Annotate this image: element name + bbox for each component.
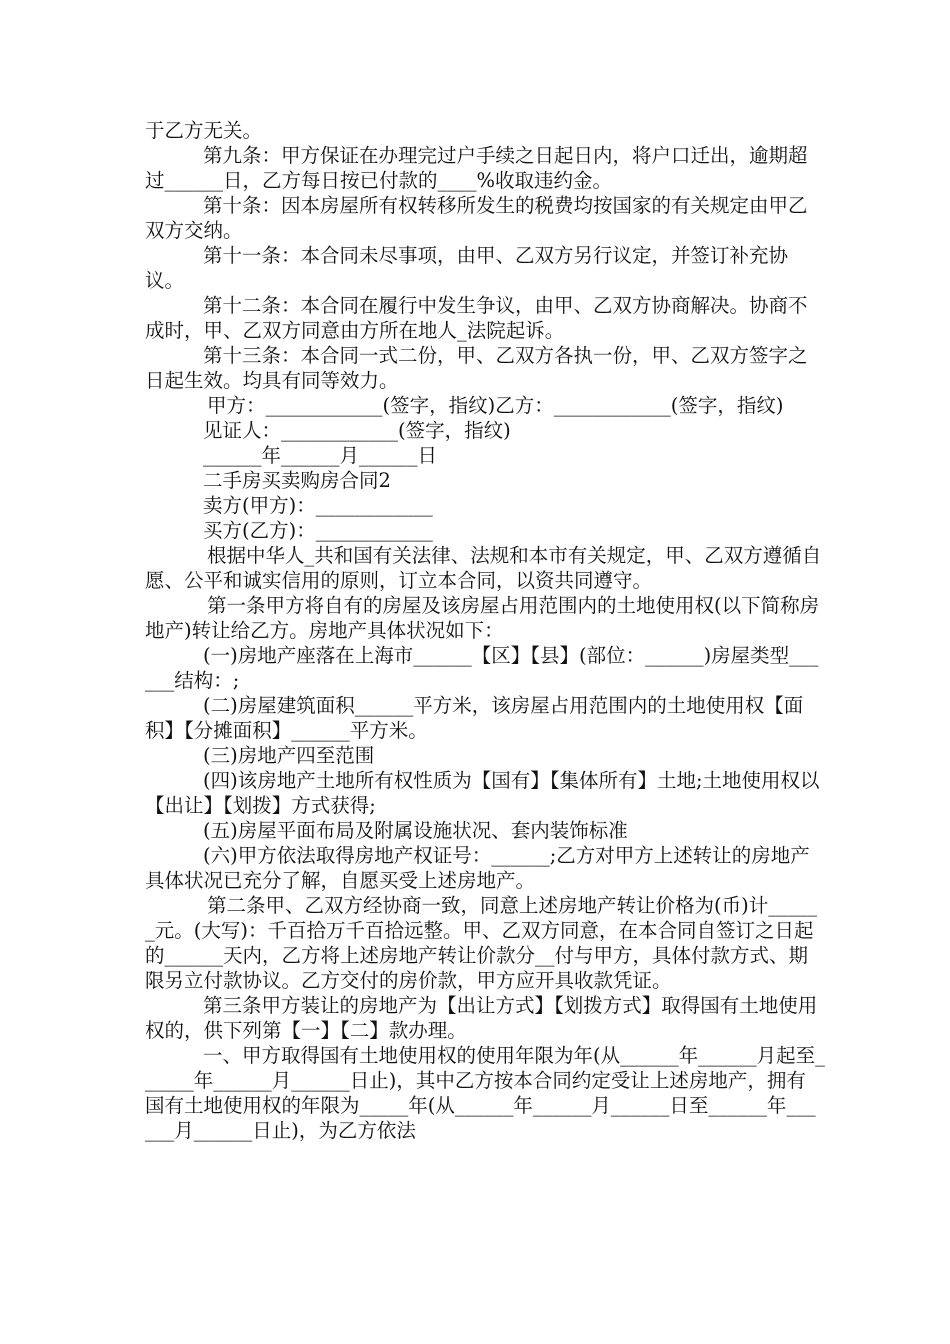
article-2: 第二条甲、乙双方经协商一致，同意上述房地产转让价格为(币)计______元。(大写)：千百拾万千百拾远整。甲、乙双方同意，在本合同自签订之日起的______天内，乙方将上述房地产转让价款分__付与甲方，具体付款方式、期限另立付款协议。乙方交付的房价款，甲方应开具收款凭证。: [145, 894, 817, 992]
article-3-item-1: 一、甲方取得国有土地使用权的使用年限为年(从______年______月起至______年______月______日止)，其中乙方按本合同约定受让上述房地产，拥有国有土地使用权的年限为_____年(从______年______月______日至______年______月______日止)，为乙方依法: [145, 1044, 825, 1142]
clause-9: 第九条：甲方保证在办理完过户手续之日起日内，将户口迁出，逾期超过______日，乙方每日按已付款的____%收取违约金。: [145, 144, 808, 192]
section-title: 二手房买卖购房合同2: [203, 469, 391, 492]
clause-12: 第十二条：本合同在履行中发生争议，由甲、乙双方协商解决。协商不成时，甲、乙双方同意由方所在地人_法院起诉。: [145, 294, 808, 342]
document-page: [145, 118, 825, 1143]
article-1-item-5: (五)房屋平面布局及附属设施状况、套内装饰标准: [203, 819, 628, 842]
article-1: 第一条甲方将自有的房屋及该房屋占用范围内的土地使用权(以下简称房地产)转让给乙方。房地产具体状况如下：: [145, 594, 820, 642]
clause-11: 第十一条：本合同未尽事项，由甲、乙双方另行议定，并签订补充协议。: [145, 244, 789, 292]
article-1-item-4: (四)该房地产土地所有权性质为【国有】【集体所有】土地;土地使用权以【出让】【划拨】方式获得;: [145, 769, 820, 817]
paragraph: 于乙方无关。: [145, 119, 263, 142]
article-3: 第三条甲方装让的房地产为【出让方式】【划拨方式】取得国有土地使用权的，供下列第【一】【二】款办理。: [145, 994, 818, 1042]
article-1-item-1: (一)房地产座落在上海市______【区】【县】(部位：______)房屋类型______结构：;: [145, 644, 819, 692]
buyer-line: 买方(乙方)：____________: [203, 519, 433, 542]
witness-line: 见证人：____________(签字，指纹): [203, 419, 511, 442]
seller-line: 卖方(甲方)：____________: [203, 494, 433, 517]
article-1-item-6: (六)甲方依法取得房地产权证号：______;乙方对甲方上述转让的房地产具体状况已充分了解，自愿买受上述房地产。: [145, 844, 810, 892]
article-1-item-2: (二)房屋建筑面积______平方米，该房屋占用范围内的土地使用权【面积】【分摊面积】______平方米。: [145, 694, 804, 742]
clause-10: 第十条：因本房屋所有权转移所发生的税费均按国家的有关规定由甲乙双方交纳。: [145, 194, 808, 242]
date-line: ______年______月______日: [203, 444, 438, 467]
article-1-item-3: (三)房地产四至范围: [203, 744, 375, 767]
clause-13: 第十三条：本合同一式二份，甲、乙双方各执一份，甲、乙双方签字之日起生效。均具有同等效力。: [145, 344, 808, 392]
preamble: 根据中华人_共和国有关法律、法规和本市有关规定，甲、乙双方遵循自愿、公平和诚实信用的原则，订立本合同，以资共同遵守。: [145, 544, 822, 592]
signature-line: 甲方：____________(签字，指纹)乙方：____________(签字，指纹): [207, 394, 784, 417]
